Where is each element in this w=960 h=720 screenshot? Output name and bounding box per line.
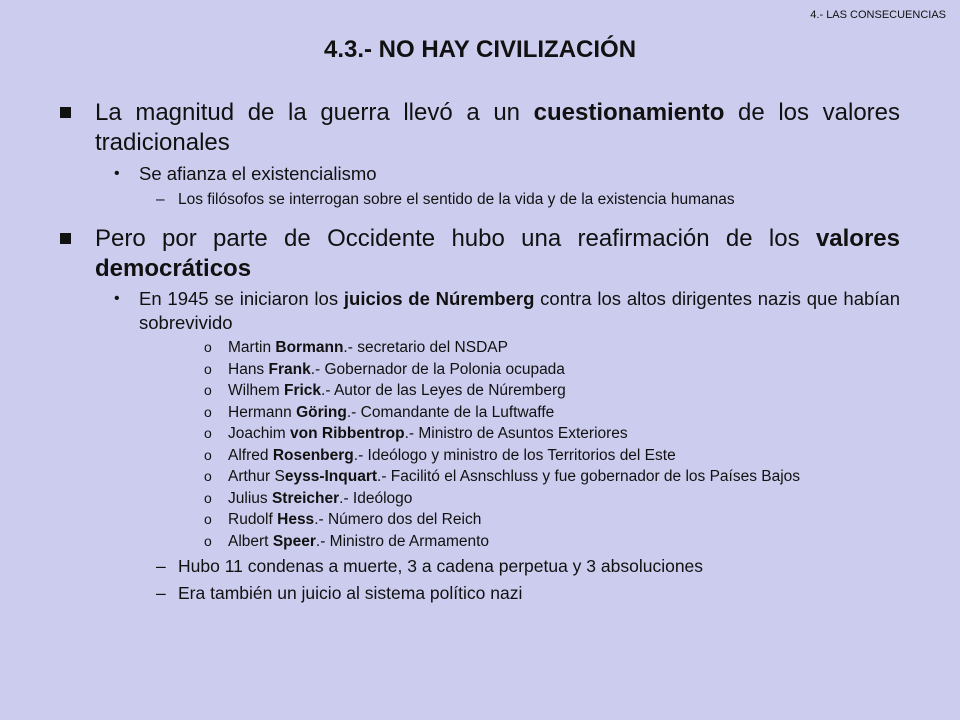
circle-bullet-icon: o (204, 425, 212, 441)
defendant-last-name: Streicher (271, 489, 340, 507)
defendant-first-name: Joachim (228, 425, 291, 442)
defendant-first-name: Julius (228, 489, 272, 507)
bullet-1-text-post: de los valores tradicionales (95, 99, 901, 156)
defendant-last-name: Hess (277, 511, 315, 528)
section-tag: 4.- LAS CONSECUENCIAS (810, 9, 946, 21)
dash-bullet-icon: – (156, 191, 165, 208)
list-item (58, 509, 900, 531)
defendant-role: .- Autor de las Leyes de Núremberg (321, 382, 566, 399)
bullet-2-sub-text-post: contra los altos dirigentes nazis que habían sobrevivido (139, 288, 900, 333)
list-item (58, 380, 900, 402)
slide-body (58, 98, 900, 605)
defendant-first-name: Rudolf (228, 511, 278, 528)
bullet-2-dash-1 (58, 554, 900, 578)
list-item (58, 423, 900, 445)
circle-bullet-icon: o (204, 360, 212, 377)
defendant-last-name: Bormann (275, 339, 344, 356)
dot-bullet-icon: • (114, 165, 120, 182)
defendant-first-name: Arthur S (228, 468, 285, 485)
circle-bullet-icon: o (204, 382, 212, 398)
defendant-role: .- Gobernador de la Polonia ocupada (310, 360, 565, 378)
bullet-2 (58, 224, 900, 284)
defendant-first-name: Alfred (228, 446, 273, 464)
dash-bullet-icon: – (156, 583, 166, 603)
defendant-role: .- Ministro de Asuntos Exteriores (404, 425, 628, 442)
defendant-last-name: Rosenberg (272, 446, 354, 464)
circle-bullet-icon: o (204, 489, 212, 506)
bullet-1-dash-text: Los filósofos se interrogan sobre el sentido de la vida y de la existencia humanas (178, 191, 735, 208)
defendant-last-name: Speer (272, 532, 316, 550)
defendant-role: .- Ideólogo y ministro de los Territorios del Este (353, 446, 676, 464)
bullet-2-dash-1-text: Hubo 11 condenas a muerte, 3 a cadena perpetua y 3 absoluciones (178, 556, 704, 576)
circle-bullet-icon: o (204, 532, 212, 549)
bullet-2-sub-text-pre: En 1945 se iniciaron los (139, 288, 344, 309)
list-item (58, 402, 900, 424)
bullet-2-sub (58, 287, 900, 335)
dash-bullet-icon: – (156, 556, 166, 576)
defendant-role: .- Comandante de la Luftwaffe (346, 403, 555, 421)
bullet-2-sub-text-bold: juicios de Núremberg (343, 288, 535, 309)
bullet-1-sub (58, 162, 900, 186)
bullet-1-sub-text: Se afianza el existencialismo (139, 163, 377, 184)
defendant-first-name: Hermann (228, 403, 297, 421)
defendant-first-name: Albert (228, 532, 273, 550)
defendant-role: .- Número dos del Reich (314, 511, 482, 528)
list-item (58, 488, 900, 510)
defendant-first-name: Wilhem (228, 382, 284, 399)
circle-bullet-icon: o (204, 511, 212, 527)
list-item (58, 337, 900, 359)
bullet-2-text-bold: valores democráticos (95, 225, 900, 282)
bullet-2-dash-2 (58, 581, 900, 605)
circle-bullet-icon: o (204, 468, 212, 484)
list-item (58, 359, 900, 381)
square-bullet-icon (60, 107, 71, 118)
defendant-list (58, 337, 900, 552)
list-item (58, 531, 900, 553)
defendant-role: .- Ideólogo (339, 489, 413, 507)
defendant-last-name: eyss-Inquart (284, 468, 378, 485)
defendant-role: .- secretario del NSDAP (343, 339, 508, 356)
bullet-2-text-pre: Pero por parte de Occidente hubo una reafirmación de los (95, 225, 816, 252)
circle-bullet-icon: o (204, 446, 212, 463)
defendant-last-name: Frick (283, 382, 322, 399)
square-bullet-icon (60, 233, 71, 244)
bullet-1 (58, 98, 900, 158)
bullet-1-text-bold: cuestionamiento (533, 99, 725, 126)
bullet-2-dash-2-text: Era también un juicio al sistema político nazi (178, 583, 523, 603)
slide-title: 4.3.- NO HAY CIVILIZACIÓN (323, 36, 637, 63)
bullet-1-dash (58, 189, 900, 211)
list-item (58, 445, 900, 467)
circle-bullet-icon: o (204, 403, 212, 420)
defendant-role: .- Ministro de Armamento (315, 532, 490, 550)
dot-bullet-icon: • (114, 290, 120, 307)
defendant-last-name: Frank (268, 360, 311, 378)
defendant-last-name: von Ribbentrop (290, 425, 405, 442)
defendant-last-name: Göring (296, 403, 347, 421)
circle-bullet-icon: o (204, 339, 212, 355)
bullet-1-text-pre: La magnitud de la guerra llevó a un (95, 99, 534, 126)
list-item (58, 466, 900, 488)
defendant-first-name: Martin (228, 339, 276, 356)
defendant-role: .- Facilitó el Asnschluss y fue gobernador de los Países Bajos (377, 468, 801, 485)
defendant-first-name: Hans (228, 360, 269, 378)
